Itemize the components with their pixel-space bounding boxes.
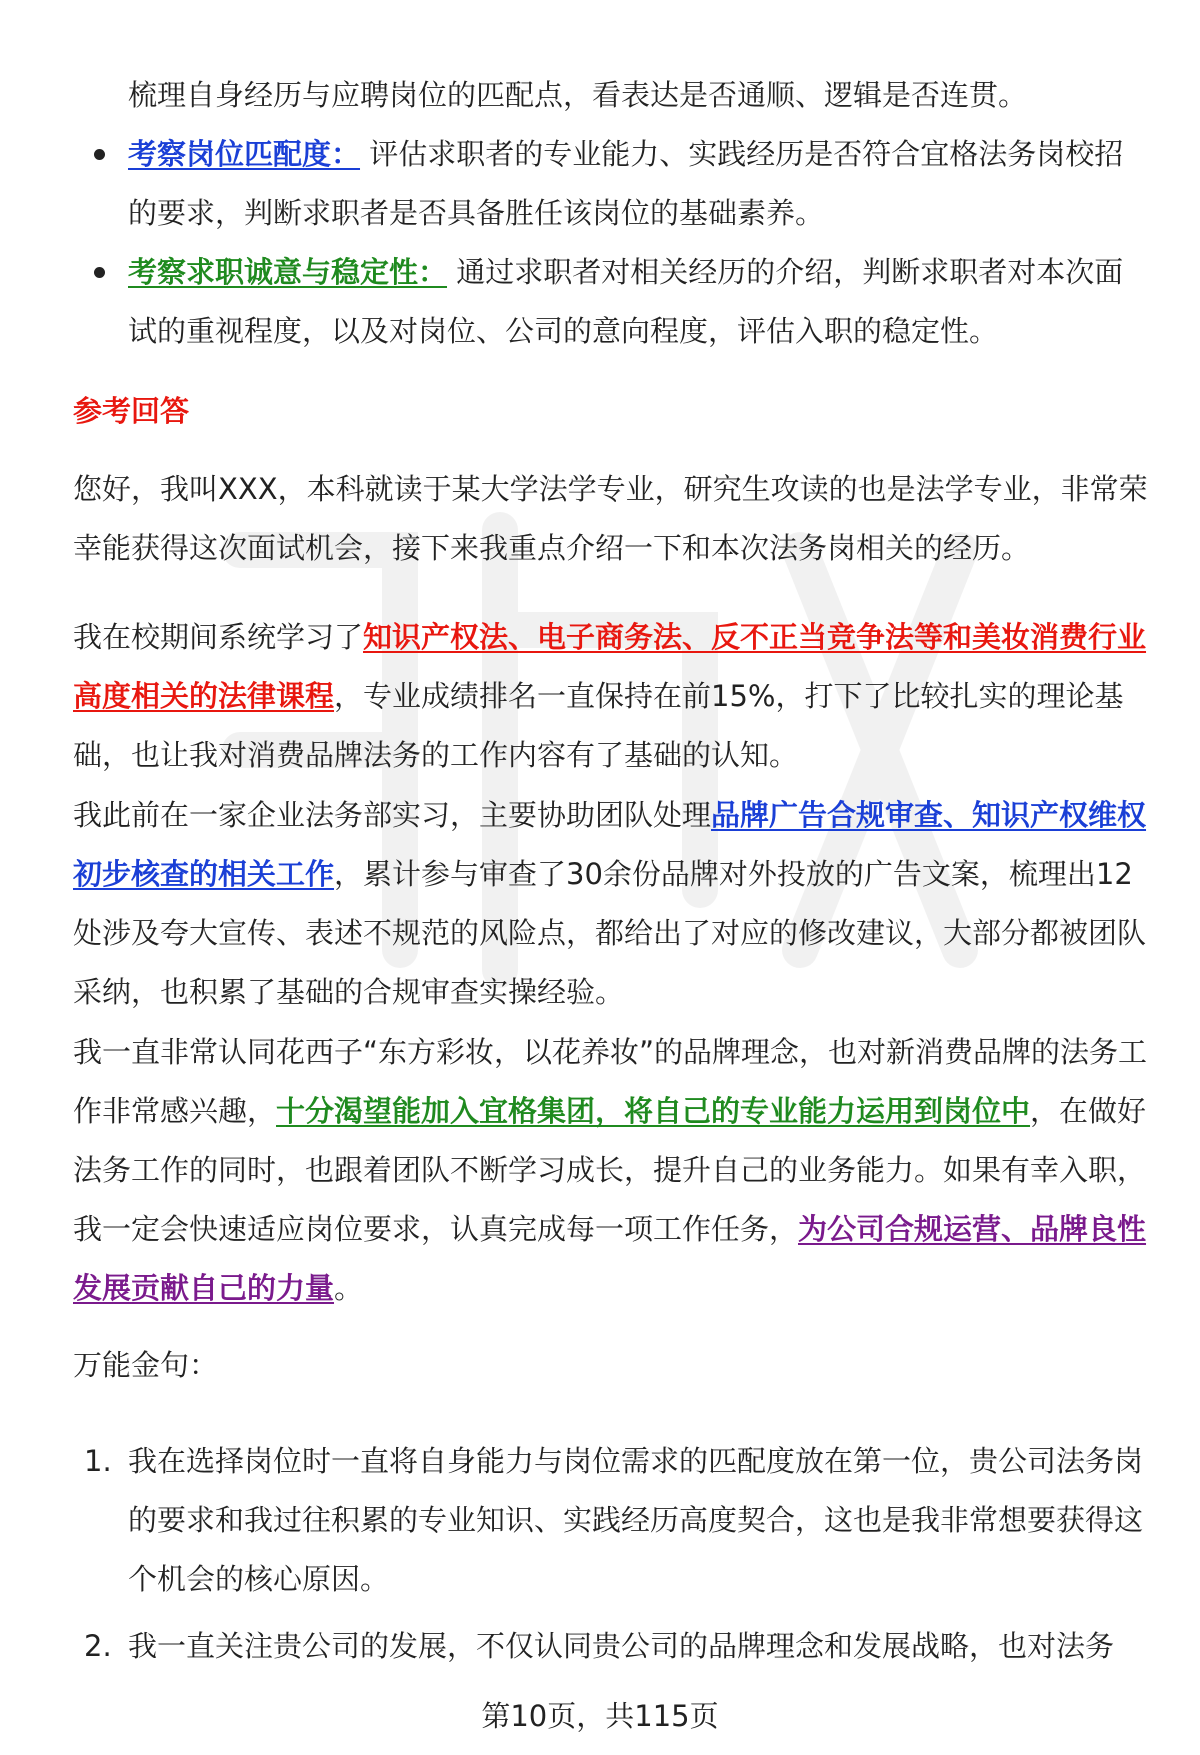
bullet-dot-icon: [94, 267, 105, 278]
answer-paragraph-internship: [73, 786, 1148, 1022]
answer-paragraph-intro: 您好，我叫XXX，本科就读于某大学法学专业，研究生攻读的也是法学专业，非常荣幸能获得这次面试机会，接下来我重点介绍一下和本次法务岗相关的经历。: [73, 472, 1148, 565]
golden-sentences-list: [80, 1432, 1148, 1684]
bullet-keyword: 考察岗位匹配度：: [128, 137, 361, 171]
list-number: 2.: [84, 1629, 112, 1663]
bullet-dot-icon: [94, 149, 105, 160]
para-text: 我一直非常认同花西子“东方彩妆，以花养妆”的品牌理念，也对新消费品牌的法务工作非常感兴趣，: [73, 1035, 1148, 1128]
answer-paragraph-education: [73, 608, 1148, 785]
list-text: 我一直关注贵公司的发展，不仅认同贵公司的品牌理念和发展战略，也对法务: [128, 1629, 1115, 1663]
para-text: ，专业成绩排名一直保持在前15%，打下了比较扎实的理论基础，也让我对消费品牌法务的工作内容有了基础的认知。: [73, 679, 1124, 772]
highlight-contribution: 为公司合规运营、品牌良性发展贡献自己的力量: [73, 1212, 1147, 1305]
para-text: 。: [334, 1271, 364, 1305]
highlight-courses: 知识产权法、电子商务法、反不正当竞争法等和美妆消费行业高度相关的法律课程: [73, 620, 1147, 713]
golden-sentences-heading: 万能金句：: [73, 1348, 219, 1382]
bullet-text: 评估求职者的专业能力、实践经历是否符合宜格法务岗校招的要求，判断求职者是否具备胜任该岗位的基础素养。: [128, 137, 1124, 230]
para-text: 我在校期间系统学习了: [73, 620, 364, 654]
highlight-work: 品牌广告合规审查、知识产权维权初步核查的相关工作: [73, 798, 1147, 891]
answer-paragraph-motivation: [73, 1023, 1148, 1318]
para-text: 我此前在一家企业法务部实习，主要协助团队处理: [73, 798, 712, 832]
bullet-item-sincerity: [90, 243, 1150, 361]
highlight-aspiration: 十分渴望能加入宜格集团，将自己的专业能力运用到岗位中: [276, 1094, 1031, 1128]
bullet-item-position-match: [90, 125, 1150, 243]
para-text: ，在做好法务工作的同时，也跟着团队不断学习成长，提升自己的业务能力。如果有幸入职，我一定会快速适应岗位要求，认真完成每一项工作任务，: [73, 1094, 1147, 1246]
para-text: ，累计参与审查了30余份品牌对外投放的广告文案，梳理出12处涉及夸大宣传、表述不规范的风险点，都给出了对应的修改建议，大部分都被团队采纳，也积累了基础的合规审查实操经验。: [73, 857, 1147, 1009]
bullet-continuation: 梳理自身经历与应聘岗位的匹配点，看表达是否通顺、逻辑是否连贯。: [128, 78, 1028, 112]
list-number: 1.: [84, 1444, 112, 1478]
bullet-list: [90, 66, 1150, 361]
bullet-text: 通过求职者对相关经历的介绍，判断求职者对本次面试的重视程度，以及对岗位、公司的意向程度，评估入职的稳定性。: [128, 255, 1124, 348]
section-heading: 参考回答: [73, 394, 190, 428]
page-footer: 第10页，共115页: [481, 1699, 719, 1733]
list-item: [80, 1432, 1148, 1609]
list-item: [80, 1617, 1148, 1676]
bullet-keyword: 考察求职诚意与稳定性：: [128, 255, 448, 289]
list-text: 我在选择岗位时一直将自身能力与岗位需求的匹配度放在第一位，贵公司法务岗的要求和我过往积累的专业知识、实践经历高度契合，这也是我非常想要获得这个机会的核心原因。: [128, 1444, 1144, 1596]
